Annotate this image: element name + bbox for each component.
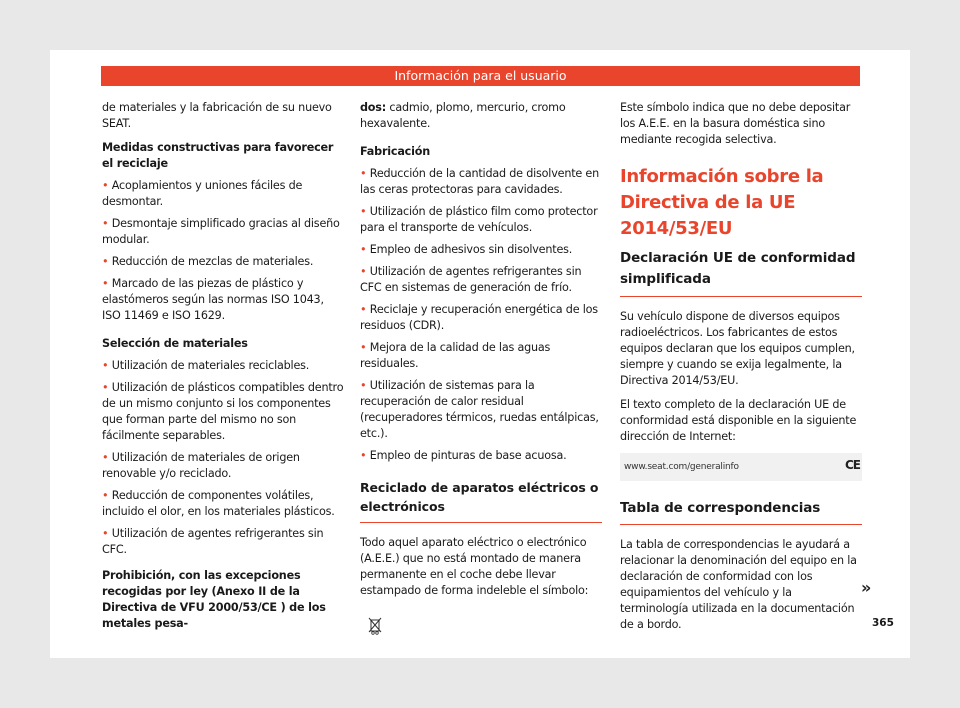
list-item: • Reciclaje y recuperación energética de los residuos (CDR). [360,303,598,332]
list-item: • Utilización de materiales de origen renovable y/o reciclado. [102,451,300,480]
url-box [620,453,862,481]
ce-mark-icon: CE [844,458,860,472]
heading-manufacturing: Fabricación [360,145,430,158]
section-title-eu-directive: Información sobre la Directiva de la UE 2014/53/EU [620,166,824,239]
paragraph: dos: cadmio, plomo, mercurio, cromo hexavalente. [360,101,566,130]
paragraph: Su vehículo dispone de diversos equipos radioeléctricos. Los fabricantes de estos equipos declaran que los equipos cumplen, siempre y cuando se exija legalmente, la Directiva 2014/53/EU. [620,310,855,387]
list-item: • Mejora de la calidad de las aguas residuales. [360,341,551,370]
paragraph: de materiales y la fabricación de su nuevo SEAT. [102,101,332,130]
url-link[interactable]: www.seat.com/generalinfo [624,462,739,472]
list-item: • Desmontaje simplificado gracias al diseño modular. [102,217,340,246]
paragraph: La tabla de correspondencias le ayudará a relacionar la denominación del equipo en la declaración de conformidad con los equipamientos del vehículo y la terminología utilizada en la documentación de a bordo. [620,538,857,631]
paragraph: Todo aquel aparato eléctrico o electrónico (A.E.E.) que no está montado de manera permanente en el coche debe llevar estampado de forma indeleble el símbolo: [360,536,589,597]
paragraph: Este símbolo indica que no debe depositar los A.E.E. en la basura doméstica sino mediante recogida selectiva. [620,101,851,146]
list-item: • Empleo de pinturas de base acuosa. [360,449,567,462]
heading-prohibition: Prohibición, con las excepciones recogidas por ley (Anexo II de la Directiva de VFU 2000/53/CE ) de los metales pesa- [102,569,326,630]
list-item: • Utilización de sistemas para la recuperación de calor residual (recuperadores térmicos, ruedas entálpicas, etc.). [360,379,599,440]
crossed-bin-icon [368,617,382,635]
column-2 [360,100,602,640]
heading-material-selection: Selección de materiales [102,337,248,350]
list-item: • Utilización de agentes refrigerantes sin CFC en sistemas de generación de frío. [360,265,582,294]
continue-icon: » [861,578,872,597]
paragraph: El texto completo de la declaración UE de conformidad está disponible en la siguiente dirección de Internet: [620,398,857,443]
list-item: • Reducción de mezclas de materiales. [102,255,314,268]
list-item: • Utilización de agentes refrigerantes sin CFC. [102,527,324,556]
list-item: • Reducción de componentes volátiles, incluido el olor, en los materiales plásticos. [102,489,335,518]
list-item: • Marcado de las piezas de plástico y elastómeros según las normas ISO 1043, ISO 11469 e ISO 1629. [102,277,324,322]
column-3 [620,100,862,641]
list-item: • Acoplamientos y uniones fáciles de desmontar. [102,179,303,208]
subsection-title-conformity: Declaración UE de conformidad simplificada [620,248,862,297]
page-number: 365 [872,617,894,629]
list-item: • Utilización de plástico film como protector para el transporte de vehículos. [360,205,598,234]
list-item: • Empleo de adhesivos sin disolventes. [360,243,573,256]
list-item: • Utilización de materiales reciclables. [102,359,310,372]
list-item: • Reducción de la cantidad de disolvente en las ceras protectoras para cavidades. [360,167,600,196]
list-item: • Utilización de plásticos compatibles dentro de un mismo conjunto si los componentes que forman parte del mismo no son fácilmente separables. [102,381,344,442]
subsection-title-correspondence: Tabla de correspondencias [620,499,862,525]
column-1 [102,100,344,638]
section-title-electronic-recycling: Reciclado de aparatos eléctricos o electrónicos [360,478,602,523]
page-header: Información para el usuario [101,66,860,86]
heading-recycling-measures: Medidas constructivas para favorecer el reciclaje [102,141,334,170]
